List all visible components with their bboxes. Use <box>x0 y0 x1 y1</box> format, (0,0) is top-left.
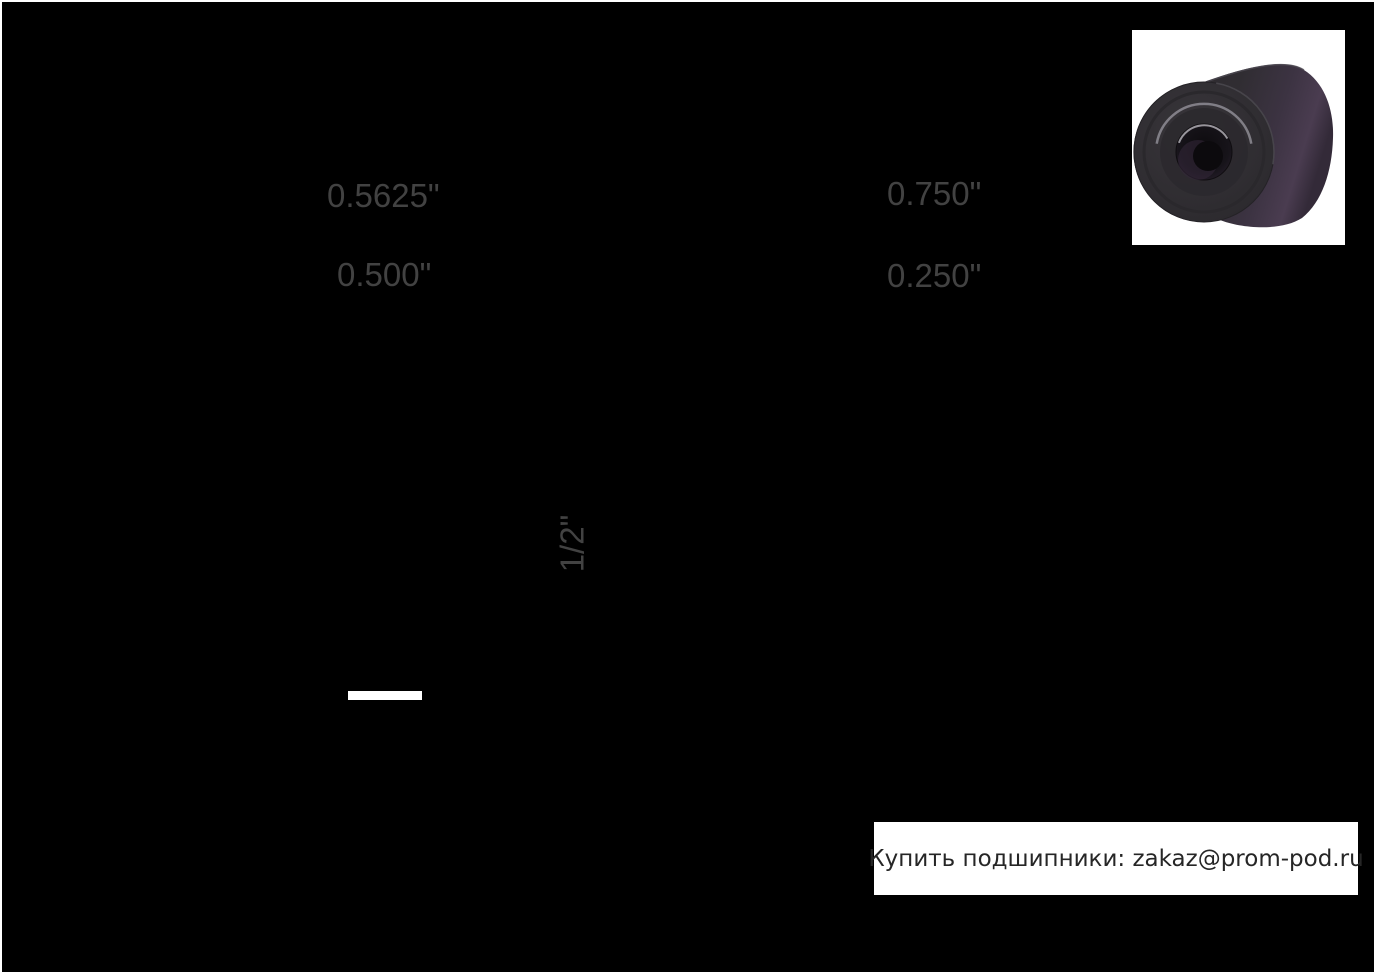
track-roller-bearing-icon <box>1132 30 1345 245</box>
white-dimension-segment <box>348 691 422 700</box>
dim-label-outer-diameter: 0.5625" <box>327 177 440 214</box>
dim-label-bore-diameter: 0.250" <box>887 257 982 294</box>
dim-label-roller-width: 0.500" <box>337 256 432 293</box>
dim-label-stud-diameter: 0.750" <box>887 175 982 212</box>
dim-label-width-rotated: 1/2" <box>553 514 591 573</box>
contact-banner <box>868 822 1364 895</box>
product-photo <box>1132 30 1345 245</box>
contact-banner-text: Купить подшипники: zakaz@prom-pod.ru <box>868 845 1364 872</box>
